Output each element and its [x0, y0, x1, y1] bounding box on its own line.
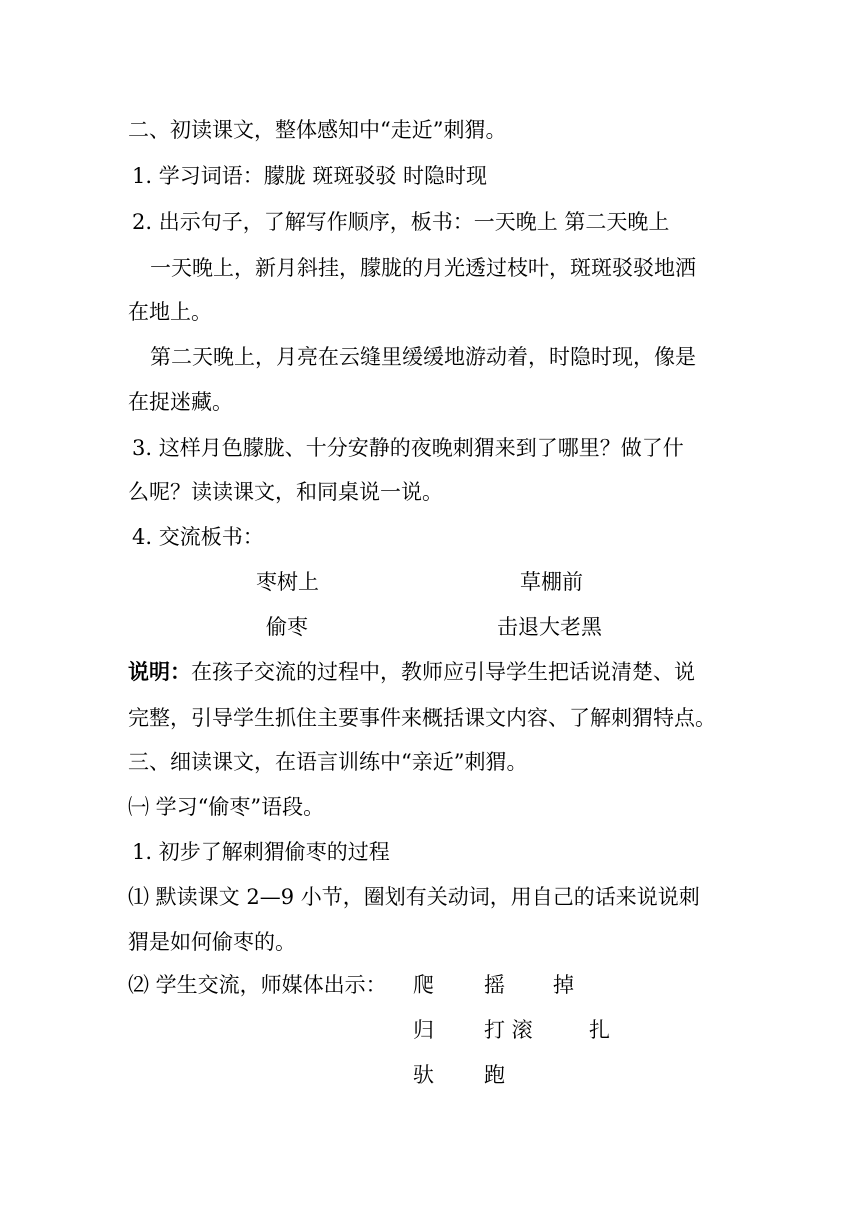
verb-word: 驮: [413, 1063, 434, 1087]
quote-line: 在捉迷藏。: [128, 390, 233, 414]
list-item: 1. 初步了解刺猬偷枣的过程: [132, 840, 390, 864]
list-item: 4. 交流板书：: [132, 525, 264, 549]
verb-word: 掉: [553, 973, 574, 997]
list-item: 么呢？读读课文，和同桌说一说。: [128, 480, 443, 504]
verb-word: 摇: [484, 973, 505, 997]
paragraph-line: ⑵ 学生交流，师媒体出示：: [128, 973, 387, 997]
board-cell: 枣树上: [256, 570, 319, 594]
verb-word: 扎: [589, 1018, 610, 1042]
quote-line: 在地上。: [128, 300, 212, 324]
note-line: [128, 657, 695, 687]
section-heading: 三、细读课文，在语言训练中“亲近”刺猬。: [128, 750, 528, 774]
verb-word: 跑: [484, 1063, 505, 1087]
board-cell: 草棚前: [520, 570, 583, 594]
list-item: 1. 学习词语：朦胧 斑斑驳驳 时隐时现: [132, 164, 488, 188]
note-line: 完整，引导学生抓住主要事件来概括课文内容、了解刺猬特点。: [128, 706, 716, 730]
verb-word: 打 滚: [484, 1018, 533, 1042]
paragraph-line: 猬是如何偷枣的。: [128, 930, 296, 954]
quote-line: 第二天晚上，月亮在云缝里缓缓地游动着，时隐时现，像是: [150, 345, 696, 369]
section-heading: 二、初读课文，整体感知中“走近”刺猬。: [128, 118, 507, 142]
note-label: 说明：: [128, 659, 191, 684]
board-cell: 偷枣: [266, 615, 308, 639]
verb-word: 归: [413, 1018, 434, 1042]
board-cell: 击退大老黑: [497, 615, 602, 639]
list-item: 2. 出示句子，了解写作顺序，板书：一天晚上 第二天晚上: [132, 210, 670, 234]
list-item: 3. 这样月色朦胧、十分安静的夜晚刺猬来到了哪里？做了什: [132, 436, 684, 460]
verb-word: 爬: [413, 973, 434, 997]
subsection-heading: ㈠ 学习“偷枣”语段。: [128, 795, 325, 819]
quote-line: 一天晚上，新月斜挂，朦胧的月光透过枝叶，斑斑驳驳地洒: [150, 256, 696, 280]
paragraph-line: ⑴ 默读课文 2—9 小节，圈划有关动词，用自己的话来说说刺: [128, 885, 700, 909]
note-text: 在孩子交流的过程中，教师应引导学生把话说清楚、说: [191, 660, 695, 684]
